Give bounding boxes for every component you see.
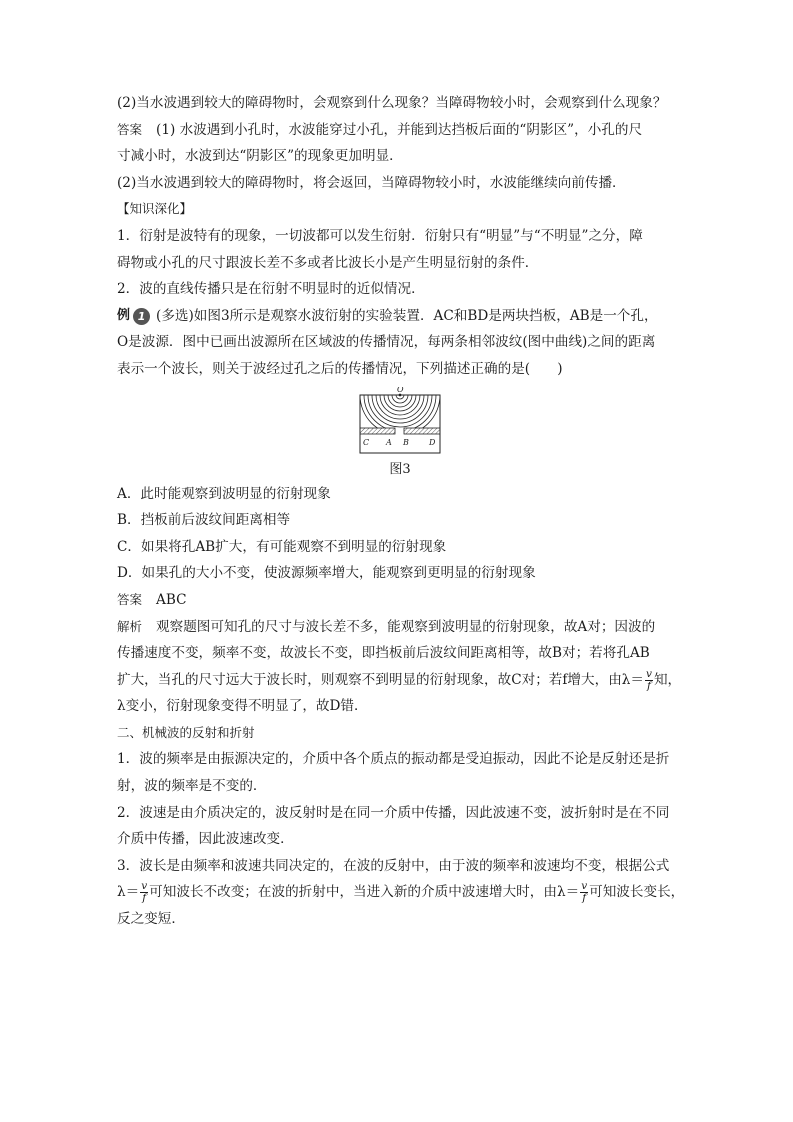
option-d: D．如果孔的大小不变，使波源频率增大，能观察到更明显的衍射现象 bbox=[117, 565, 536, 582]
fraction-v-over-f bbox=[645, 669, 653, 692]
option-b: B．挡板前后波纹间距离相等 bbox=[117, 512, 291, 529]
section-2-item-3-line-2 bbox=[117, 879, 683, 906]
example-line-1 bbox=[117, 303, 683, 330]
analysis-line-2: 传播速度不变，频率不变，故波长不变，即挡板前后波纹间距离相等，故B对；若将孔AB bbox=[117, 645, 650, 662]
fraction-numerator: v bbox=[646, 667, 652, 680]
fraction-denominator: f bbox=[647, 679, 651, 692]
section-2-item-2-line-1: 2．波速是由介质决定的，波反射时是在同一介质中传播，因此波速不变，波折射时是在不同 bbox=[117, 804, 670, 821]
analysis-text-1: 观察题图可知孔的尺寸与波长差不多，能观察到波明显的衍射现象，故A对；因波的 bbox=[156, 618, 656, 635]
answer-1-line-2: 寸减小时，水波到达“阴影区”的现象更加明显． bbox=[117, 148, 403, 165]
section-2-item-2-line-2: 介质中传播，因此波速改变． bbox=[117, 831, 294, 848]
wave-source bbox=[399, 393, 402, 396]
section-2-item-3-line-1: 3．波长是由频率和波速共同决定的，在波的反射中，由于波的频率和波速均不变，根据公式 bbox=[117, 857, 670, 874]
fraction-v-over-f-3 bbox=[580, 881, 588, 904]
knowledge-item-2: 2．波的直线传播只是在衍射不明显时的近似情况． bbox=[117, 281, 425, 298]
knowledge-item-1-line-1: 1．衍射是波特有的现象，一切波都可以发生衍射．衍射只有“明显”与“不明显”之分，障 bbox=[117, 227, 643, 244]
fraction-denominator-3: f bbox=[582, 892, 587, 905]
answer-3-value: ABC bbox=[156, 591, 187, 608]
diffraction-diagram bbox=[359, 387, 441, 455]
answer-3-label: 答案 bbox=[117, 591, 143, 607]
example-badge-number: 1 bbox=[133, 308, 150, 325]
barrier-bd bbox=[404, 428, 440, 434]
label-d: D bbox=[429, 437, 436, 447]
section-2-item-3-text-b: 可知波长不改变；在波的折射中，当进入新的介质中波速增大时，由λ＝ bbox=[149, 884, 580, 901]
fraction-denominator-2: f bbox=[142, 892, 147, 905]
label-o: O bbox=[397, 386, 404, 394]
answer-2: (2)当水波遇到较大的障碍物时，将会返回，当障碍物较小时，水波能继续向前传播． bbox=[117, 174, 626, 191]
answer-1-text: (1) 水波遇到小孔时，水波能穿过小孔，并能到达挡板后面的“阴影区”，小孔的尺 bbox=[156, 121, 643, 138]
example-badge bbox=[117, 303, 150, 330]
figure-caption: 图3 bbox=[389, 461, 411, 477]
option-a: A．此时能观察到波明显的衍射现象 bbox=[117, 485, 331, 502]
section-2-title: 二、机械波的反射和折射 bbox=[117, 724, 255, 740]
fraction-v-over-f-2 bbox=[140, 881, 148, 904]
example-text-1: (多选)如图3所示是观察水波衍射的实验装置．AC和BD是两块挡板，AB是一个孔， bbox=[156, 307, 658, 324]
figure-3 bbox=[117, 387, 683, 481]
knowledge-item-1-line-2: 碍物或小孔的尺寸跟波长差不多或者比波长小是产生明显衍射的条件． bbox=[117, 254, 539, 271]
answer-1-line-1 bbox=[117, 117, 683, 144]
analysis-text-3a: 扩大，当孔的尺寸远大于波长时，则观察不到明显的衍射现象，故C对；若f增大，由λ＝ bbox=[117, 671, 645, 688]
label-b: B bbox=[403, 437, 409, 447]
fraction-numerator-3: v bbox=[581, 880, 588, 893]
analysis-line-1 bbox=[117, 614, 683, 641]
section-2-item-3-text-c: 可知波长变长， bbox=[589, 884, 685, 901]
knowledge-title: 【知识深化】 bbox=[117, 201, 193, 217]
document-page bbox=[117, 90, 683, 933]
section-2-item-1-line-1: 1．波的频率是由振源决定的，介质中各个质点的振动都是受迫振动，因此不论是反射还是折 bbox=[117, 751, 670, 768]
section-2-item-1-line-2: 射，波的频率是不变的． bbox=[117, 778, 267, 795]
answer-label: 答案 bbox=[117, 121, 143, 137]
label-c: C bbox=[363, 437, 370, 447]
example-badge-text: 例 bbox=[117, 307, 131, 323]
analysis-line-3 bbox=[117, 667, 683, 694]
label-a: A bbox=[386, 437, 392, 447]
option-c: C．如果将孔AB扩大，有可能观察不到明显的衍射现象 bbox=[117, 538, 447, 555]
barrier-ac bbox=[360, 428, 395, 434]
example-line-2: O是波源．图中已画出波源所在区域波的传播情况，每两条相邻波纹(图中曲线)之间的距离 bbox=[117, 334, 656, 351]
question-2: (2)当水波遇到较大的障碍物时，会观察到什么现象？当障碍物较小时，会观察到什么现象？ bbox=[117, 95, 667, 111]
example-line-3: 表示一个波长，则关于波经过孔之后的传播情况，下列描述正确的是( ) bbox=[117, 360, 563, 377]
analysis-text-3b: 知， bbox=[653, 671, 682, 688]
analysis-line-4: λ变小，衍射现象变得不明显了，故D错． bbox=[117, 698, 368, 715]
fraction-numerator-2: v bbox=[141, 880, 148, 893]
section-2-item-3-line-3: 反之变短． bbox=[117, 911, 185, 928]
answer-3 bbox=[117, 587, 683, 614]
analysis-label: 解析 bbox=[117, 618, 143, 634]
formula-lambda-1: λ＝ bbox=[117, 884, 140, 901]
